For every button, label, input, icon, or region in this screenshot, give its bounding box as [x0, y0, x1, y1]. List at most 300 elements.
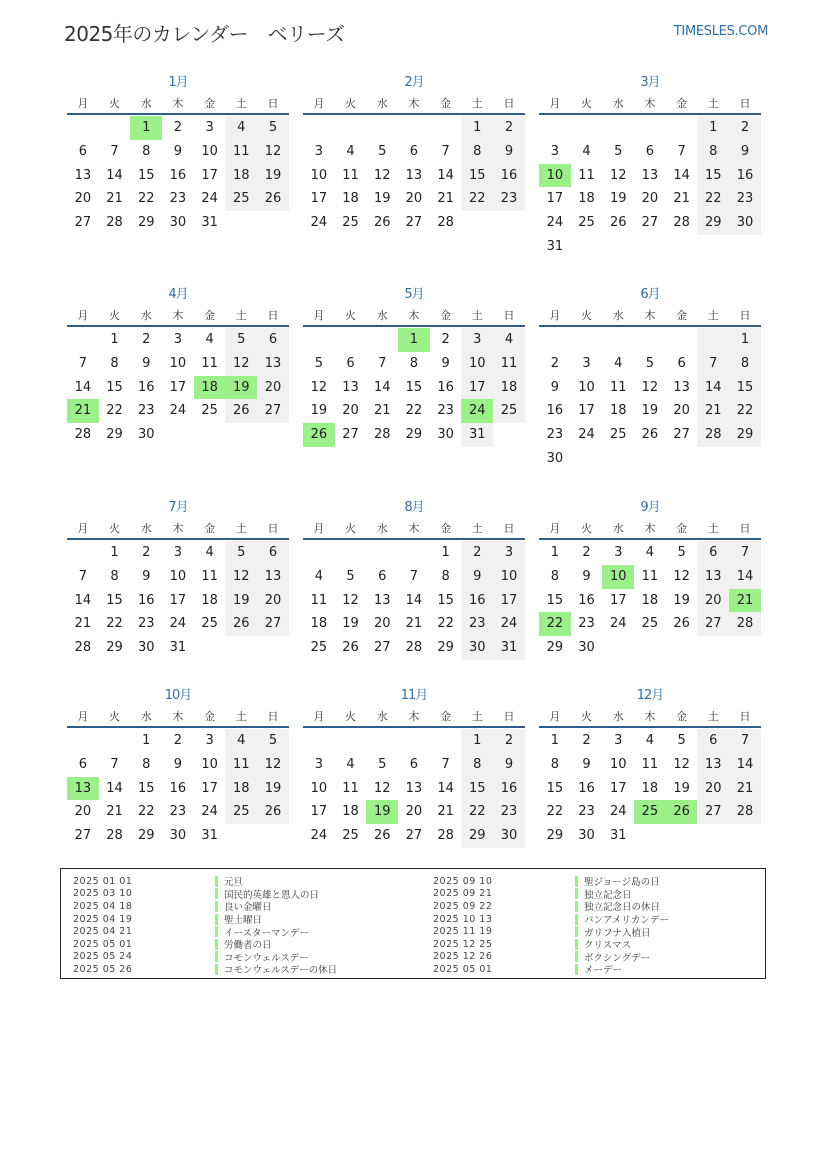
- day-cell[interactable]: 20: [373, 616, 391, 632]
- day-cell[interactable]: 16: [137, 379, 155, 395]
- day-cell[interactable]: 14: [106, 167, 123, 183]
- day-cell[interactable]: 29: [697, 211, 729, 235]
- day-cell[interactable]: 15: [697, 164, 729, 188]
- day-cell[interactable]: 14: [373, 379, 391, 395]
- day-cell[interactable]: 31: [169, 640, 187, 656]
- day-cell[interactable]: 19: [609, 191, 627, 207]
- day-cell[interactable]: 13: [342, 379, 359, 395]
- day-cell[interactable]: 8: [461, 753, 493, 777]
- day-cell[interactable]: 9: [142, 568, 151, 584]
- day-cell[interactable]: 31: [546, 238, 564, 254]
- day-cell[interactable]: 29: [405, 427, 423, 443]
- day-cell[interactable]: 25: [201, 616, 218, 632]
- day-cell[interactable]: 7: [78, 355, 87, 371]
- day-cell[interactable]: 24: [201, 191, 218, 207]
- day-cell[interactable]: 9: [173, 143, 183, 159]
- day-cell[interactable]: 20: [74, 804, 92, 820]
- day-cell[interactable]: 13: [641, 167, 659, 183]
- day-cell[interactable]: 3: [205, 733, 214, 748]
- day-cell[interactable]: 11: [641, 568, 659, 584]
- day-cell[interactable]: 7: [78, 568, 87, 584]
- day-cell[interactable]: 12: [342, 592, 359, 608]
- day-cell[interactable]: 10: [201, 756, 218, 772]
- day-cell[interactable]: 23: [137, 403, 155, 419]
- holiday-day-cell[interactable]: 24: [461, 399, 493, 423]
- day-cell[interactable]: 24: [546, 215, 564, 231]
- day-cell[interactable]: 24: [493, 612, 525, 636]
- day-cell[interactable]: 9: [582, 568, 591, 584]
- day-cell[interactable]: 23: [493, 187, 525, 211]
- day-cell[interactable]: 2: [550, 355, 559, 371]
- day-cell[interactable]: 26: [673, 616, 690, 632]
- day-cell[interactable]: 3: [493, 541, 525, 565]
- day-cell[interactable]: 22: [546, 804, 564, 820]
- day-cell[interactable]: 21: [106, 191, 123, 207]
- day-cell[interactable]: 25: [609, 427, 627, 443]
- day-cell[interactable]: 14: [729, 753, 761, 777]
- day-cell[interactable]: 23: [437, 403, 454, 419]
- day-cell[interactable]: 15: [546, 780, 564, 796]
- day-cell[interactable]: 8: [142, 143, 151, 159]
- day-cell[interactable]: 15: [437, 592, 454, 608]
- day-cell[interactable]: 13: [74, 167, 92, 183]
- day-cell[interactable]: 15: [461, 777, 493, 801]
- day-cell[interactable]: 3: [614, 545, 623, 560]
- day-cell[interactable]: 12: [257, 140, 289, 164]
- day-cell[interactable]: 5: [225, 541, 257, 565]
- day-cell[interactable]: 24: [169, 616, 187, 632]
- day-cell[interactable]: 1: [461, 116, 493, 140]
- day-cell[interactable]: 29: [461, 824, 493, 848]
- day-cell[interactable]: 19: [673, 592, 690, 608]
- day-cell[interactable]: 16: [437, 379, 454, 395]
- day-cell[interactable]: 2: [582, 733, 591, 748]
- day-cell[interactable]: 14: [729, 565, 761, 589]
- holiday-day-cell[interactable]: 19: [366, 800, 398, 824]
- day-cell[interactable]: 30: [437, 427, 454, 443]
- day-cell[interactable]: 14: [437, 167, 454, 183]
- day-cell[interactable]: 7: [110, 143, 119, 159]
- day-cell[interactable]: 18: [578, 191, 595, 207]
- day-cell[interactable]: 27: [697, 612, 729, 636]
- day-cell[interactable]: 23: [461, 612, 493, 636]
- day-cell[interactable]: 5: [645, 355, 655, 371]
- day-cell[interactable]: 26: [373, 828, 391, 844]
- day-cell[interactable]: 15: [106, 592, 123, 608]
- day-cell[interactable]: 15: [461, 164, 493, 188]
- day-cell[interactable]: 2: [729, 116, 761, 140]
- day-cell[interactable]: 9: [493, 140, 525, 164]
- day-cell[interactable]: 31: [493, 636, 525, 660]
- day-cell[interactable]: 8: [697, 140, 729, 164]
- day-cell[interactable]: 19: [257, 164, 289, 188]
- day-cell[interactable]: 8: [142, 756, 151, 772]
- day-cell[interactable]: 11: [225, 140, 257, 164]
- day-cell[interactable]: 6: [257, 328, 289, 352]
- day-cell[interactable]: 1: [550, 545, 559, 560]
- day-cell[interactable]: 30: [729, 211, 761, 235]
- day-cell[interactable]: 22: [405, 403, 423, 419]
- day-cell[interactable]: 3: [314, 756, 323, 772]
- day-cell[interactable]: 17: [609, 592, 627, 608]
- day-cell[interactable]: 26: [225, 612, 257, 636]
- day-cell[interactable]: 28: [373, 427, 391, 443]
- day-cell[interactable]: 26: [342, 640, 359, 656]
- day-cell[interactable]: 22: [697, 187, 729, 211]
- day-cell[interactable]: 6: [697, 729, 729, 753]
- day-cell[interactable]: 17: [461, 376, 493, 400]
- day-cell[interactable]: 13: [373, 592, 391, 608]
- day-cell[interactable]: 12: [673, 568, 690, 584]
- day-cell[interactable]: 26: [609, 215, 627, 231]
- day-cell[interactable]: 20: [641, 191, 659, 207]
- day-cell[interactable]: 16: [169, 167, 187, 183]
- day-cell[interactable]: 9: [493, 753, 525, 777]
- day-cell[interactable]: 30: [169, 828, 187, 844]
- day-cell[interactable]: 2: [493, 729, 525, 753]
- day-cell[interactable]: 16: [493, 164, 525, 188]
- day-cell[interactable]: 26: [257, 187, 289, 211]
- day-cell[interactable]: 14: [437, 780, 454, 796]
- day-cell[interactable]: 23: [578, 804, 595, 820]
- day-cell[interactable]: 18: [201, 592, 218, 608]
- day-cell[interactable]: 11: [578, 167, 595, 183]
- day-cell[interactable]: 5: [677, 733, 686, 748]
- day-cell[interactable]: 21: [437, 191, 454, 207]
- day-cell[interactable]: 2: [142, 332, 151, 347]
- day-cell[interactable]: 9: [550, 379, 559, 395]
- day-cell[interactable]: 8: [409, 355, 419, 371]
- day-cell[interactable]: 18: [641, 780, 659, 796]
- day-cell[interactable]: 3: [173, 545, 183, 560]
- holiday-day-cell[interactable]: 10: [602, 565, 634, 589]
- holiday-day-cell[interactable]: 13: [67, 777, 99, 801]
- day-cell[interactable]: 10: [578, 379, 595, 395]
- day-cell[interactable]: 28: [74, 427, 92, 443]
- day-cell[interactable]: 23: [493, 800, 525, 824]
- day-cell[interactable]: 19: [342, 616, 359, 632]
- day-cell[interactable]: 29: [546, 828, 564, 844]
- day-cell[interactable]: 21: [106, 804, 123, 820]
- day-cell[interactable]: 5: [257, 116, 289, 140]
- day-cell[interactable]: 6: [677, 355, 686, 371]
- day-cell[interactable]: 19: [225, 589, 257, 613]
- day-cell[interactable]: 28: [106, 828, 123, 844]
- day-cell[interactable]: 19: [310, 403, 328, 419]
- day-cell[interactable]: 27: [74, 215, 92, 231]
- day-cell[interactable]: 27: [697, 800, 729, 824]
- day-cell[interactable]: 11: [310, 592, 328, 608]
- day-cell[interactable]: 3: [550, 143, 559, 159]
- day-cell[interactable]: 23: [729, 187, 761, 211]
- day-cell[interactable]: 20: [405, 191, 423, 207]
- day-cell[interactable]: 31: [201, 215, 218, 231]
- day-cell[interactable]: 15: [546, 592, 564, 608]
- day-cell[interactable]: 19: [373, 191, 391, 207]
- day-cell[interactable]: 5: [378, 143, 387, 159]
- day-cell[interactable]: 2: [441, 332, 450, 347]
- day-cell[interactable]: 29: [437, 640, 454, 656]
- day-cell[interactable]: 29: [546, 640, 564, 656]
- day-cell[interactable]: 2: [142, 545, 151, 560]
- day-cell[interactable]: 12: [641, 379, 659, 395]
- day-cell[interactable]: 1: [441, 545, 450, 560]
- day-cell[interactable]: 17: [169, 379, 187, 395]
- day-cell[interactable]: 24: [310, 828, 328, 844]
- day-cell[interactable]: 2: [461, 541, 493, 565]
- day-cell[interactable]: 11: [342, 780, 359, 796]
- day-cell[interactable]: 11: [641, 756, 659, 772]
- day-cell[interactable]: 8: [550, 756, 559, 772]
- day-cell[interactable]: 16: [729, 164, 761, 188]
- day-cell[interactable]: 16: [578, 592, 595, 608]
- day-cell[interactable]: 12: [609, 167, 627, 183]
- day-cell[interactable]: 3: [461, 328, 493, 352]
- day-cell[interactable]: 6: [697, 541, 729, 565]
- day-cell[interactable]: 15: [729, 376, 761, 400]
- day-cell[interactable]: 11: [201, 568, 218, 584]
- day-cell[interactable]: 30: [493, 824, 525, 848]
- day-cell[interactable]: 28: [673, 215, 690, 231]
- day-cell[interactable]: 17: [609, 780, 627, 796]
- holiday-day-cell[interactable]: 10: [539, 164, 571, 188]
- holiday-day-cell[interactable]: 1: [398, 328, 430, 352]
- day-cell[interactable]: 12: [673, 756, 690, 772]
- day-cell[interactable]: 17: [546, 191, 564, 207]
- day-cell[interactable]: 7: [378, 355, 387, 371]
- day-cell[interactable]: 5: [257, 729, 289, 753]
- holiday-day-cell[interactable]: 19: [225, 376, 257, 400]
- day-cell[interactable]: 17: [201, 780, 218, 796]
- day-cell[interactable]: 1: [142, 733, 151, 748]
- day-cell[interactable]: 11: [225, 753, 257, 777]
- day-cell[interactable]: 21: [729, 777, 761, 801]
- day-cell[interactable]: 27: [74, 828, 92, 844]
- day-cell[interactable]: 7: [729, 541, 761, 565]
- day-cell[interactable]: 10: [169, 355, 187, 371]
- day-cell[interactable]: 25: [342, 828, 359, 844]
- day-cell[interactable]: 23: [169, 191, 187, 207]
- day-cell[interactable]: 4: [205, 545, 214, 560]
- day-cell[interactable]: 1: [697, 116, 729, 140]
- day-cell[interactable]: 13: [697, 565, 729, 589]
- day-cell[interactable]: 24: [201, 804, 218, 820]
- day-cell[interactable]: 10: [461, 352, 493, 376]
- day-cell[interactable]: 4: [225, 729, 257, 753]
- day-cell[interactable]: 20: [257, 589, 289, 613]
- day-cell[interactable]: 7: [441, 756, 450, 772]
- day-cell[interactable]: 10: [609, 756, 627, 772]
- day-cell[interactable]: 4: [205, 332, 214, 347]
- day-cell[interactable]: 16: [493, 777, 525, 801]
- day-cell[interactable]: 6: [78, 143, 87, 159]
- day-cell[interactable]: 21: [673, 191, 690, 207]
- day-cell[interactable]: 4: [645, 733, 655, 748]
- day-cell[interactable]: 4: [493, 328, 525, 352]
- day-cell[interactable]: 21: [74, 616, 92, 632]
- day-cell[interactable]: 30: [137, 640, 155, 656]
- day-cell[interactable]: 8: [110, 355, 119, 371]
- day-cell[interactable]: 10: [201, 143, 218, 159]
- day-cell[interactable]: 17: [493, 589, 525, 613]
- day-cell[interactable]: 25: [578, 215, 595, 231]
- day-cell[interactable]: 27: [641, 215, 659, 231]
- day-cell[interactable]: 22: [106, 403, 123, 419]
- day-cell[interactable]: 23: [169, 804, 187, 820]
- day-cell[interactable]: 12: [225, 565, 257, 589]
- day-cell[interactable]: 22: [461, 800, 493, 824]
- day-cell[interactable]: 30: [578, 640, 595, 656]
- day-cell[interactable]: 24: [609, 804, 627, 820]
- day-cell[interactable]: 1: [550, 733, 559, 748]
- day-cell[interactable]: 6: [409, 143, 419, 159]
- day-cell[interactable]: 7: [110, 756, 119, 772]
- day-cell[interactable]: 30: [137, 427, 155, 443]
- day-cell[interactable]: 17: [310, 191, 328, 207]
- day-cell[interactable]: 7: [729, 729, 761, 753]
- day-cell[interactable]: 11: [201, 355, 218, 371]
- day-cell[interactable]: 8: [441, 568, 450, 584]
- day-cell[interactable]: 3: [205, 120, 214, 135]
- day-cell[interactable]: 29: [137, 828, 155, 844]
- day-cell[interactable]: 10: [310, 167, 328, 183]
- day-cell[interactable]: 26: [373, 215, 391, 231]
- day-cell[interactable]: 19: [257, 777, 289, 801]
- day-cell[interactable]: 28: [405, 640, 423, 656]
- holiday-day-cell[interactable]: 21: [67, 399, 99, 423]
- day-cell[interactable]: 25: [225, 187, 257, 211]
- day-cell[interactable]: 20: [697, 777, 729, 801]
- day-cell[interactable]: 22: [106, 616, 123, 632]
- day-cell[interactable]: 10: [310, 780, 328, 796]
- day-cell[interactable]: 6: [378, 568, 387, 584]
- holiday-day-cell[interactable]: 26: [666, 800, 698, 824]
- day-cell[interactable]: 1: [461, 729, 493, 753]
- holiday-day-cell[interactable]: 21: [729, 589, 761, 613]
- day-cell[interactable]: 27: [405, 215, 423, 231]
- day-cell[interactable]: 12: [257, 753, 289, 777]
- day-cell[interactable]: 22: [461, 187, 493, 211]
- day-cell[interactable]: 13: [405, 780, 423, 796]
- day-cell[interactable]: 29: [137, 215, 155, 231]
- day-cell[interactable]: 4: [582, 143, 591, 159]
- day-cell[interactable]: 17: [578, 403, 595, 419]
- day-cell[interactable]: 25: [493, 399, 525, 423]
- day-cell[interactable]: 5: [614, 143, 623, 159]
- day-cell[interactable]: 21: [373, 403, 391, 419]
- day-cell[interactable]: 29: [729, 423, 761, 447]
- day-cell[interactable]: 8: [461, 140, 493, 164]
- day-cell[interactable]: 8: [729, 352, 761, 376]
- day-cell[interactable]: 28: [106, 215, 123, 231]
- day-cell[interactable]: 2: [493, 116, 525, 140]
- day-cell[interactable]: 27: [673, 427, 690, 443]
- day-cell[interactable]: 2: [582, 545, 591, 560]
- day-cell[interactable]: 13: [257, 352, 289, 376]
- holiday-day-cell[interactable]: 26: [303, 423, 335, 447]
- day-cell[interactable]: 29: [106, 640, 123, 656]
- day-cell[interactable]: 23: [546, 427, 564, 443]
- day-cell[interactable]: 28: [74, 640, 92, 656]
- day-cell[interactable]: 23: [578, 616, 595, 632]
- holiday-day-cell[interactable]: 22: [539, 612, 571, 636]
- day-cell[interactable]: 13: [257, 565, 289, 589]
- day-cell[interactable]: 4: [346, 756, 355, 772]
- day-cell[interactable]: 1: [110, 545, 119, 560]
- day-cell[interactable]: 24: [310, 215, 328, 231]
- day-cell[interactable]: 27: [257, 612, 289, 636]
- day-cell[interactable]: 25: [641, 616, 659, 632]
- day-cell[interactable]: 18: [641, 592, 659, 608]
- day-cell[interactable]: 1: [729, 328, 761, 352]
- day-cell[interactable]: 18: [609, 403, 627, 419]
- day-cell[interactable]: 14: [106, 780, 123, 796]
- day-cell[interactable]: 15: [405, 379, 423, 395]
- day-cell[interactable]: 24: [169, 403, 187, 419]
- day-cell[interactable]: 24: [578, 427, 595, 443]
- day-cell[interactable]: 11: [342, 167, 359, 183]
- day-cell[interactable]: 9: [729, 140, 761, 164]
- day-cell[interactable]: 8: [550, 568, 559, 584]
- day-cell[interactable]: 8: [110, 568, 119, 584]
- day-cell[interactable]: 18: [225, 164, 257, 188]
- day-cell[interactable]: 25: [310, 640, 328, 656]
- day-cell[interactable]: 20: [257, 376, 289, 400]
- day-cell[interactable]: 24: [609, 616, 627, 632]
- day-cell[interactable]: 31: [461, 423, 493, 447]
- day-cell[interactable]: 5: [346, 568, 355, 584]
- day-cell[interactable]: 12: [225, 352, 257, 376]
- day-cell[interactable]: 4: [614, 355, 623, 371]
- day-cell[interactable]: 18: [342, 804, 359, 820]
- day-cell[interactable]: 4: [645, 545, 655, 560]
- day-cell[interactable]: 26: [225, 399, 257, 423]
- day-cell[interactable]: 20: [697, 589, 729, 613]
- day-cell[interactable]: 5: [314, 355, 323, 371]
- day-cell[interactable]: 9: [173, 756, 183, 772]
- day-cell[interactable]: 31: [609, 828, 627, 844]
- day-cell[interactable]: 14: [673, 167, 690, 183]
- day-cell[interactable]: 19: [673, 780, 690, 796]
- day-cell[interactable]: 9: [582, 756, 591, 772]
- day-cell[interactable]: 25: [201, 403, 218, 419]
- day-cell[interactable]: 14: [405, 592, 423, 608]
- day-cell[interactable]: 4: [314, 568, 323, 584]
- day-cell[interactable]: 23: [137, 616, 155, 632]
- day-cell[interactable]: 6: [645, 143, 655, 159]
- day-cell[interactable]: 30: [461, 636, 493, 660]
- day-cell[interactable]: 21: [405, 616, 423, 632]
- day-cell[interactable]: 20: [673, 403, 690, 419]
- day-cell[interactable]: 15: [137, 780, 155, 796]
- day-cell[interactable]: 9: [142, 355, 151, 371]
- day-cell[interactable]: 13: [405, 167, 423, 183]
- holiday-day-cell[interactable]: 25: [634, 800, 666, 824]
- day-cell[interactable]: 4: [346, 143, 355, 159]
- day-cell[interactable]: 27: [405, 828, 423, 844]
- day-cell[interactable]: 2: [173, 120, 183, 135]
- day-cell[interactable]: 28: [437, 828, 454, 844]
- day-cell[interactable]: 17: [169, 592, 187, 608]
- day-cell[interactable]: 26: [257, 800, 289, 824]
- day-cell[interactable]: 6: [78, 756, 87, 772]
- day-cell[interactable]: 14: [697, 376, 729, 400]
- day-cell[interactable]: 7: [409, 568, 419, 584]
- day-cell[interactable]: 6: [346, 355, 355, 371]
- day-cell[interactable]: 15: [137, 167, 155, 183]
- day-cell[interactable]: 30: [578, 828, 595, 844]
- day-cell[interactable]: 28: [729, 800, 761, 824]
